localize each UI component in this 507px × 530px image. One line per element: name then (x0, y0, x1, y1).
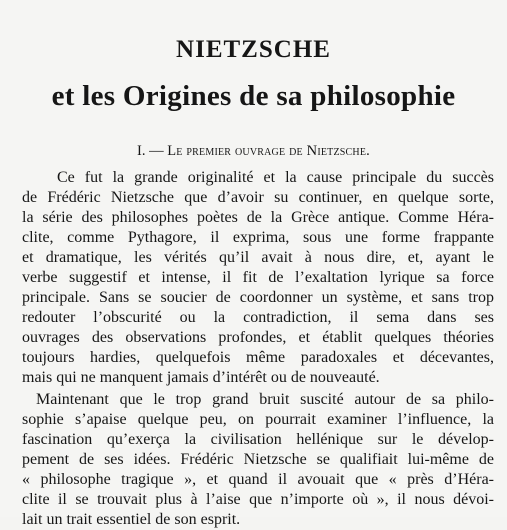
text-line: verbe suggestif et intense, il fit de l’exaltation lyrique sa force (22, 269, 494, 286)
article-subtitle: et les Origines de sa philosophie (51, 80, 456, 112)
text-line: mais qui ne manquent jamais d’intérêt ou de nouveauté. (22, 369, 380, 386)
text-line: pement de ses idées. Frédéric Nietzsche se qualifiait lui-même de (22, 451, 494, 468)
text-line: et dramatique, les vérités qu’il avait à nous dire, et, ayant le (22, 249, 494, 266)
text-line: principale. Sans se soucier de coordonner un système, et sans trop (22, 289, 494, 306)
text-line: ouvrages des observations profondes, et établit quelques théories (22, 329, 494, 346)
text-line: clite, comme Pythagore, il exprima, sous une forme frappante (22, 229, 494, 246)
text-line: la série des philosophes poètes de la Grèce antique. Comme Héra- (22, 209, 494, 226)
text-line: fascination qu’exerça la civilisation hellénique sur le dévelop- (22, 431, 494, 448)
text-line: sophie s’apaise quelque peu, on pourrait examiner l’influence, la (22, 411, 494, 428)
text-line: « philosophe tragique », et quand il avouait que « près d’Héra- (22, 471, 494, 488)
text-line: redouter l’obscurité ou la contradiction, il sema dans ses (22, 309, 494, 326)
section-number: I. — (137, 143, 164, 159)
text-line: Maintenant que le trop grand bruit suscité autour de sa philo- (36, 391, 494, 408)
section-title: Le premier ouvrage de Nietzsche. (167, 143, 370, 159)
section-heading (0, 142, 507, 160)
text-line: de Frédéric Nietzsche que d’avoir su continuer, en quelque sorte, (22, 189, 494, 206)
text-line: clite il se trouvait plus à l’aise que n’importe où », il nous dévoi- (22, 491, 494, 508)
text-line: Ce fut la grande originalité et la cause principale du succès (57, 169, 494, 186)
text-line: lait un trait essentiel de son esprit. (22, 511, 241, 528)
text-line: toujours hardies, quelquefois même paradoxales et décevantes, (22, 349, 494, 366)
article-title: NIETZSCHE (176, 36, 331, 63)
